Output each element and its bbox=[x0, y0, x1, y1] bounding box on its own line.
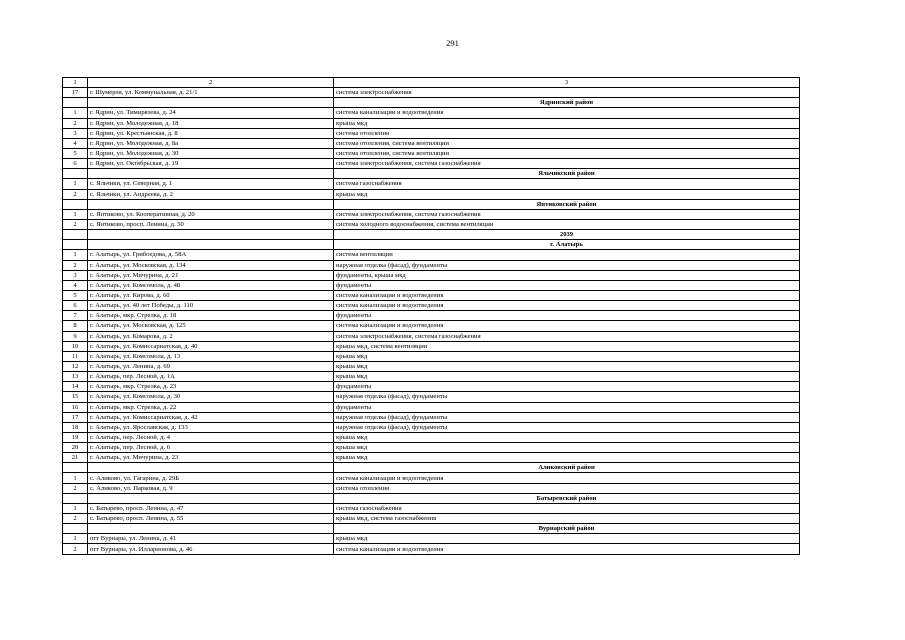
row-address: г. Алатырь, ул. Московская, д. 125 bbox=[88, 321, 334, 331]
row-works: крыша мкд bbox=[334, 372, 800, 382]
table-row bbox=[63, 503, 800, 513]
empty-cell bbox=[63, 169, 88, 179]
table-row bbox=[63, 351, 800, 361]
header-col-address: 2 bbox=[88, 78, 334, 88]
empty-cell bbox=[88, 493, 334, 503]
empty-cell bbox=[63, 98, 88, 108]
empty-cell bbox=[88, 169, 334, 179]
row-number: 9 bbox=[63, 331, 88, 341]
row-address: г. Алатырь, пер. Лесной, д. 1А bbox=[88, 372, 334, 382]
row-works: фундаменты, крыша мкд bbox=[334, 270, 800, 280]
row-address: г. Ядрин, ул. Крестьянская, д. 8 bbox=[88, 128, 334, 138]
empty-cell bbox=[63, 240, 88, 250]
row-number: 1 bbox=[63, 108, 88, 118]
table-row bbox=[63, 544, 800, 554]
row-address: с. Батырево, просп. Ленина, д. 55 bbox=[88, 514, 334, 524]
row-address: г. Алатырь, ул. Московская, д. 134 bbox=[88, 260, 334, 270]
district-heading-row bbox=[63, 524, 800, 534]
row-works: система электроснабжения, система газоснабжения bbox=[334, 159, 800, 169]
row-works: система электроснабжения, система газоснабжения bbox=[334, 331, 800, 341]
empty-cell bbox=[88, 230, 334, 240]
page-number: 291 bbox=[446, 38, 459, 48]
table-header-row bbox=[63, 78, 800, 88]
table-row bbox=[63, 432, 800, 442]
row-address: г. Ядрин, ул. Октябрьская, д. 19 bbox=[88, 159, 334, 169]
row-works: крыша мкд bbox=[334, 361, 800, 371]
table-row bbox=[63, 483, 800, 493]
row-number: 18 bbox=[63, 422, 88, 432]
row-works: система газоснабжения bbox=[334, 503, 800, 513]
row-works: система отопления, система вентиляции bbox=[334, 148, 800, 158]
row-number: 2 bbox=[63, 544, 88, 554]
row-number: 1 bbox=[63, 473, 88, 483]
row-number: 6 bbox=[63, 301, 88, 311]
row-number: 19 bbox=[63, 432, 88, 442]
table-row bbox=[63, 179, 800, 189]
row-number: 4 bbox=[63, 280, 88, 290]
row-address: г. Алатырь, ул. Ярославская, д. 133 bbox=[88, 422, 334, 432]
row-works: наружная отделка (фасад), фундаменты bbox=[334, 412, 800, 422]
row-address: с. Яльчики, ул. Северная, д. 1 bbox=[88, 179, 334, 189]
row-address: г. Алатырь, пер. Лесной, д. 4 bbox=[88, 432, 334, 442]
row-address: с. Аликово, ул. Гагарина, д. 29Б bbox=[88, 473, 334, 483]
header-col-number: 1 bbox=[63, 78, 88, 88]
district-heading-row bbox=[63, 199, 800, 209]
table-row bbox=[63, 209, 800, 219]
row-number: 2 bbox=[63, 514, 88, 524]
table-row bbox=[63, 331, 800, 341]
row-works: система газоснабжения bbox=[334, 179, 800, 189]
row-address: г. Ядрин, ул. Молодежная, д. 30 bbox=[88, 148, 334, 158]
table-row bbox=[63, 361, 800, 371]
row-works: система электроснабжения bbox=[334, 88, 800, 98]
row-number: 13 bbox=[63, 372, 88, 382]
row-address: г. Алатырь, ул. Мичурина, д. 23 bbox=[88, 453, 334, 463]
row-address: г. Шумерля, ул. Коммунальная, д. 21/1 bbox=[88, 88, 334, 98]
row-address: г. Ядрин, ул. Молодежная, д. 8а bbox=[88, 138, 334, 148]
empty-cell bbox=[63, 463, 88, 473]
row-works: крыша мкд bbox=[334, 432, 800, 442]
district-heading: Янтиковский район bbox=[334, 199, 800, 209]
row-address: г. Алатырь, ул. Комсомола, д. 13 bbox=[88, 351, 334, 361]
table-row bbox=[63, 148, 800, 158]
empty-cell bbox=[63, 524, 88, 534]
row-works: система электроснабжения, система газоснабжения bbox=[334, 209, 800, 219]
table-row bbox=[63, 534, 800, 544]
row-number: 1 bbox=[63, 179, 88, 189]
row-address: г. Алатырь, ул. Мичурина, д. 21 bbox=[88, 270, 334, 280]
table-row bbox=[63, 250, 800, 260]
row-number: 17 bbox=[63, 412, 88, 422]
row-number: 5 bbox=[63, 290, 88, 300]
row-address: г. Алатырь, пер. Лесной, д. 6 bbox=[88, 443, 334, 453]
row-address: г. Алатырь, ул. Комиссариатская, д. 40 bbox=[88, 341, 334, 351]
table-row bbox=[63, 412, 800, 422]
table-row bbox=[63, 392, 800, 402]
table-row bbox=[63, 88, 800, 98]
row-number: 7 bbox=[63, 311, 88, 321]
district-heading: г. Алатырь bbox=[334, 240, 800, 250]
row-number: 6 bbox=[63, 159, 88, 169]
row-number: 14 bbox=[63, 382, 88, 392]
row-works: наружная отделка (фасад), фундаменты bbox=[334, 260, 800, 270]
row-works: система канализации и водоотведения bbox=[334, 301, 800, 311]
row-address: с. Аликово, ул. Парковая, д. 9 bbox=[88, 483, 334, 493]
district-heading: Ядринский район bbox=[334, 98, 800, 108]
district-heading-row bbox=[63, 169, 800, 179]
row-number: 21 bbox=[63, 453, 88, 463]
row-number: 2 bbox=[63, 219, 88, 229]
row-number: 15 bbox=[63, 392, 88, 402]
row-address: г. Алатырь, ул. Кирова, д. 60 bbox=[88, 290, 334, 300]
row-address: с. Батырево, просп. Ленина, д. 47 bbox=[88, 503, 334, 513]
row-works: крыша мкд bbox=[334, 443, 800, 453]
row-works: фундаменты bbox=[334, 402, 800, 412]
row-address: г. Алатырь, ул. Комиссариатская, д. 42 bbox=[88, 412, 334, 422]
empty-cell bbox=[88, 240, 334, 250]
table-row bbox=[63, 473, 800, 483]
row-works: система холодного водоснабжения, система вентиляции bbox=[334, 219, 800, 229]
table-row bbox=[63, 382, 800, 392]
row-address: г. Алатырь, мкр. Стрелка, д. 23 bbox=[88, 382, 334, 392]
row-number: 2 bbox=[63, 483, 88, 493]
row-number: 2 bbox=[63, 118, 88, 128]
row-works: крыша мкд, система вентиляции bbox=[334, 341, 800, 351]
row-number: 5 bbox=[63, 148, 88, 158]
table-row bbox=[63, 514, 800, 524]
district-heading-row bbox=[63, 493, 800, 503]
row-number: 11 bbox=[63, 351, 88, 361]
row-works: крыша мкд bbox=[334, 453, 800, 463]
row-works: система отопления bbox=[334, 483, 800, 493]
row-number: 1 bbox=[63, 250, 88, 260]
table-row bbox=[63, 402, 800, 412]
row-number: 4 bbox=[63, 138, 88, 148]
table-row bbox=[63, 159, 800, 169]
table-row bbox=[63, 321, 800, 331]
empty-cell bbox=[88, 98, 334, 108]
row-address: с. Янтиково, ул. Кооперативная, д. 20 bbox=[88, 209, 334, 219]
row-works: фундаменты bbox=[334, 280, 800, 290]
table-row bbox=[63, 219, 800, 229]
table-row bbox=[63, 290, 800, 300]
table-row bbox=[63, 453, 800, 463]
table-row bbox=[63, 422, 800, 432]
district-heading: Аликовский район bbox=[334, 463, 800, 473]
row-number: 3 bbox=[63, 270, 88, 280]
row-works: фундаменты bbox=[334, 311, 800, 321]
row-works: система канализации и водоотведения bbox=[334, 108, 800, 118]
district-heading: Яльчикский район bbox=[334, 169, 800, 179]
district-heading: Батыревский район bbox=[334, 493, 800, 503]
header-col-works: 3 bbox=[334, 78, 800, 88]
row-address: г. Алатырь, ул. 40 лет Победы, д. 110 bbox=[88, 301, 334, 311]
row-works: система канализации и водоотведения bbox=[334, 321, 800, 331]
empty-cell bbox=[63, 493, 88, 503]
table-row bbox=[63, 280, 800, 290]
table-row bbox=[63, 108, 800, 118]
row-address: г. Алатырь, ул. Ленина, д. 69 bbox=[88, 361, 334, 371]
empty-cell bbox=[88, 199, 334, 209]
row-number: 1 bbox=[63, 209, 88, 219]
row-number: 1 bbox=[63, 503, 88, 513]
row-number: 3 bbox=[63, 128, 88, 138]
year-heading-row bbox=[63, 230, 800, 240]
row-number: 12 bbox=[63, 361, 88, 371]
row-number: 16 bbox=[63, 402, 88, 412]
row-works: система канализации и водоотведения bbox=[334, 290, 800, 300]
district-heading: Вурнарский район bbox=[334, 524, 800, 534]
row-works: крыша мкд bbox=[334, 534, 800, 544]
row-address: г. Алатырь, ул. Грибоедова, д. 58А bbox=[88, 250, 334, 260]
row-address: г. Алатырь, ул. Комарова, д. 2 bbox=[88, 331, 334, 341]
row-works: крыша мкд bbox=[334, 118, 800, 128]
row-address: пгт Вурнары, ул. Илларионова, д. 46 bbox=[88, 544, 334, 554]
row-number: 2 bbox=[63, 260, 88, 270]
row-works: крыша мкд, система газоснабжения bbox=[334, 514, 800, 524]
table-row bbox=[63, 138, 800, 148]
row-works: система вентиляции bbox=[334, 250, 800, 260]
row-address: с. Янтиково, просп. Ленина, д. 50 bbox=[88, 219, 334, 229]
empty-cell bbox=[88, 463, 334, 473]
row-works: система канализации и водоотведения bbox=[334, 544, 800, 554]
empty-cell bbox=[63, 199, 88, 209]
table-row bbox=[63, 270, 800, 280]
empty-cell bbox=[63, 230, 88, 240]
row-address: пгт Вурнары, ул. Ленина, д. 41 bbox=[88, 534, 334, 544]
row-number: 2 bbox=[63, 189, 88, 199]
row-works: крыша мкд bbox=[334, 351, 800, 361]
table-row bbox=[63, 443, 800, 453]
row-number: 10 bbox=[63, 341, 88, 351]
row-works: крыша мкд bbox=[334, 189, 800, 199]
district-heading-row bbox=[63, 240, 800, 250]
table-row bbox=[63, 189, 800, 199]
row-number: 8 bbox=[63, 321, 88, 331]
table-row bbox=[63, 260, 800, 270]
row-address: г. Алатырь, ул. Комсомола, д. 30 bbox=[88, 392, 334, 402]
table-row bbox=[63, 118, 800, 128]
row-works: фундаменты bbox=[334, 382, 800, 392]
row-works: система канализации и водоотведения bbox=[334, 473, 800, 483]
row-works: система отопления, система вентиляции bbox=[334, 138, 800, 148]
row-address: г. Ядрин, ул. Тимирязева, д. 24 bbox=[88, 108, 334, 118]
table-row bbox=[63, 128, 800, 138]
empty-cell bbox=[88, 524, 334, 534]
row-address: г. Ядрин, ул. Молодежная, д. 18 bbox=[88, 118, 334, 128]
row-number: 20 bbox=[63, 443, 88, 453]
row-address: г. Алатырь, мкр. Стрелка, д. 18 bbox=[88, 311, 334, 321]
district-heading-row bbox=[63, 463, 800, 473]
row-works: система отопления bbox=[334, 128, 800, 138]
table-row bbox=[63, 341, 800, 351]
repair-schedule-table bbox=[62, 77, 800, 555]
district-heading-row bbox=[63, 98, 800, 108]
row-address: г. Алатырь, мкр. Стрелка, д. 22 bbox=[88, 402, 334, 412]
table-row bbox=[63, 372, 800, 382]
row-number: 17 bbox=[63, 88, 88, 98]
row-works: наружная отделка (фасад), фундаменты bbox=[334, 422, 800, 432]
table-row bbox=[63, 301, 800, 311]
row-number: 1 bbox=[63, 534, 88, 544]
year-heading: 2039 bbox=[334, 230, 800, 240]
row-address: с. Яльчики, ул. Андреева, д. 2 bbox=[88, 189, 334, 199]
table-row bbox=[63, 311, 800, 321]
row-works: наружная отделка (фасад), фундаменты bbox=[334, 392, 800, 402]
row-address: г. Алатырь, ул. Комсомола, д. 48 bbox=[88, 280, 334, 290]
